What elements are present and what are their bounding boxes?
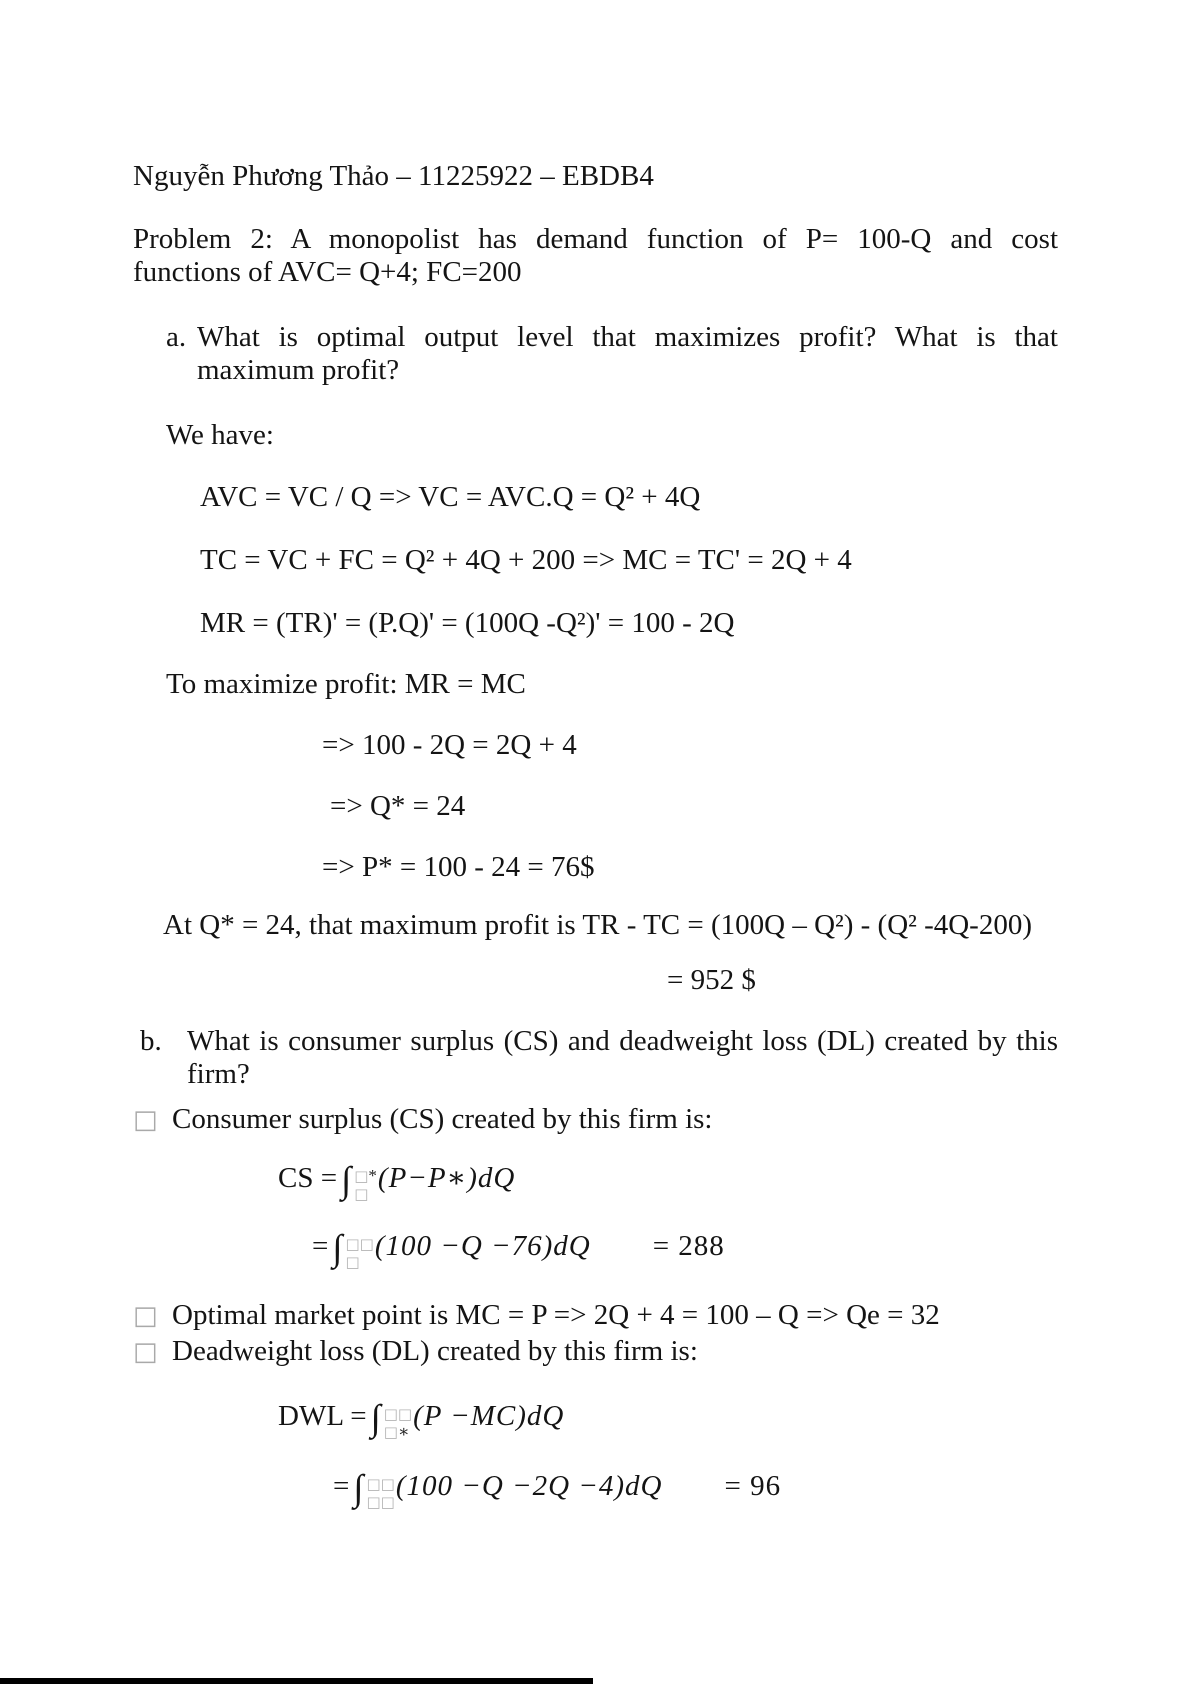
missing-glyph-bullet-icon: □ — [133, 1301, 158, 1331]
cs-integral-evaluated — [312, 1225, 1058, 1271]
part-b-question-text — [187, 1025, 1058, 1091]
integral-icon: ∫ — [332, 1228, 343, 1269]
part-a-question-line1: What is optimal output level that maximizes profit? What is that — [197, 321, 1058, 353]
upper-bound-star: * — [368, 1166, 377, 1185]
dwl-integral-formula — [278, 1395, 1058, 1441]
maximize-condition: To maximize profit: MR = MC — [166, 668, 526, 700]
part-a-question-line2: maximum profit? — [197, 354, 400, 386]
cs-intro-text: Consumer surplus (CS) created by this firm is: — [172, 1103, 713, 1135]
part-b-marker: b. — [140, 1025, 162, 1057]
missing-glyph-bullet-icon: □ — [133, 1337, 158, 1367]
optimal-point-text: Optimal market point is MC = P => 2Q + 4 = 100 – Q => Qe = 32 — [172, 1299, 940, 1331]
missing-glyph-box-icon: □ — [383, 1423, 398, 1441]
part-b-question — [140, 1025, 1058, 1091]
part-a-question-text — [197, 321, 1058, 387]
problem-statement-line1: Problem 2: A monopolist has demand function of P= 100-Q and cost — [133, 223, 1058, 255]
integral-lower-bound — [384, 1423, 412, 1441]
dwl-result: = 96 — [724, 1470, 782, 1502]
cs-formula-body: (P−P∗)dQ — [377, 1162, 516, 1194]
integral-bounds — [346, 1235, 374, 1271]
part-a-question — [166, 321, 1058, 387]
derivation-step-1: => 100 - 2Q = 2Q + 4 — [322, 729, 577, 761]
cs-bullet-item — [133, 1103, 1058, 1137]
missing-glyph-box-icon: □ — [354, 1185, 369, 1203]
dwl-intro-text: Deadweight loss (DL) created by this firm is: — [172, 1335, 698, 1367]
dwl-formula2-lhs: = — [333, 1470, 350, 1502]
integral-bounds — [354, 1167, 377, 1203]
integral-upper-bound — [384, 1405, 412, 1423]
cs-result: = 288 — [652, 1230, 725, 1262]
equation-mr: MR = (TR)' = (P.Q)' = (100Q -Q²)' = 100 - 2Q — [200, 607, 735, 639]
integral-upper-bound — [367, 1475, 395, 1493]
optimal-point-bullet-item — [133, 1299, 1058, 1333]
dwl-formula-lhs: DWL = — [278, 1400, 367, 1432]
integral-bounds — [367, 1475, 395, 1511]
cs-formula-lhs: CS = — [278, 1162, 338, 1194]
dwl-formula2-body: (100 −Q −2Q −4)dQ — [395, 1470, 663, 1502]
lower-bound-star: ∗ — [397, 1422, 410, 1441]
missing-glyph-box-icon: □ — [345, 1253, 360, 1271]
integral-lower-bound — [367, 1493, 395, 1511]
dwl-formula-body: (P −MC)dQ — [413, 1400, 565, 1432]
missing-glyph-bullet-icon: □ — [133, 1105, 158, 1135]
missing-glyph-box-icon: □□ — [383, 1405, 413, 1423]
author-header: Nguyễn Phương Thảo – 11225922 – EBDB4 — [133, 160, 654, 192]
integral-icon: ∫ — [341, 1160, 352, 1201]
derivation-step-2: => Q* = 24 — [330, 790, 466, 822]
problem-statement-line2: functions of AVC= Q+4; FC=200 — [133, 256, 522, 288]
integral-icon: ∫ — [353, 1468, 364, 1509]
part-b-question-line1: What is consumer surplus (CS) and deadweight loss (DL) created by this — [187, 1025, 1058, 1057]
dwl-bullet-item — [133, 1335, 1058, 1369]
cs-integral-formula — [278, 1157, 1058, 1203]
missing-glyph-box-icon: □□ — [345, 1235, 374, 1253]
integral-lower-bound — [354, 1185, 377, 1203]
part-a-marker: a. — [166, 321, 187, 353]
missing-glyph-box-icon: □ — [354, 1167, 369, 1185]
missing-glyph-box-icon: □□ — [366, 1493, 395, 1511]
integral-upper-bound — [354, 1167, 377, 1185]
bottom-black-bar — [0, 1678, 593, 1684]
cs-formula2-lhs: = — [312, 1230, 329, 1262]
integral-icon: ∫ — [370, 1398, 381, 1439]
max-profit-line: At Q* = 24, that maximum profit is TR - TC = (100Q – Q²) - (Q² -4Q-200) — [163, 909, 1032, 941]
equation-tc: TC = VC + FC = Q² + 4Q + 200 => MC = TC' = 2Q + 4 — [200, 544, 852, 576]
derivation-step-3: => P* = 100 - 24 = 76$ — [322, 851, 595, 883]
part-b-question-line2: firm? — [187, 1058, 250, 1090]
dwl-integral-evaluated — [333, 1465, 1058, 1511]
max-profit-result: = 952 $ — [667, 964, 756, 996]
missing-glyph-box-icon: □□ — [366, 1475, 395, 1493]
integral-bounds — [384, 1405, 412, 1441]
equation-avc: AVC = VC / Q => VC = AVC.Q = Q² + 4Q — [200, 481, 701, 513]
we-have-label: We have: — [166, 419, 274, 451]
integral-upper-bound — [346, 1235, 374, 1253]
cs-formula2-body: (100 −Q −76)dQ — [374, 1230, 591, 1262]
integral-lower-bound — [346, 1253, 374, 1271]
